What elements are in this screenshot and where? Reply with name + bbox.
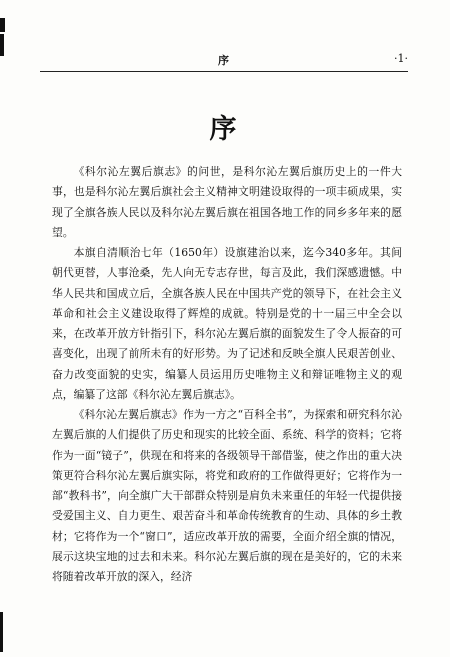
- binding-mark: [0, 34, 4, 56]
- paragraph-2: 本旗自清顺治七年（1650年）设旗建治以来，迄今340多年。其间朝代更替，人事沧桑，先人向无专志存世，每言及此，我们深感遗憾。中华人民共和国成立后，全旗各族人民在中国共产党的领导下，在社会主义革命和社会主义建设取得了辉煌的成就。特别是党的十一届三中全会以来，在改革开放方针指引下，科尔沁左翼后旗的面貌发生了令人振奋的可喜变化，出现了前所未有的好形势。为了记述和反映全旗人民艰苦创业、奋力改变面貌的史实，编纂人员运用历史唯物主义和辩证唯物主义的观点，编纂了这部《科尔沁左翼后旗志》。: [52, 246, 402, 401]
- running-header: [40, 50, 408, 70]
- binding-mark: [0, 18, 5, 32]
- paragraph-3: 《科尔沁左翼后旗志》作为一方之“百科全书”，为探索和研究科尔沁左翼后旗的人们提供了历史和现实的比较全面、系统、科学的资料；它将作为一面“镜子”，供现在和将来的各级领导干部借鉴，使之作出的重大决策更符合科尔沁左翼后旗实际，将党和政府的工作做得更好；它将作为一部“教科书”，向全旗广大干部群众特别是肩负未来重任的年轻一代提供接受爱国主义、自力更生、艰苦奋斗和革命传统教育的生动、具体的乡土教材；它将作为一个“窗口”，适应改革开放的需要，全面介绍全旗的情况，展示这块宝地的过去和未来。科尔沁左翼后旗的现在是美好的，它的未来将随着改革开放的深入，经济: [52, 408, 402, 583]
- body-text: [52, 162, 402, 587]
- binding-mark: [0, 612, 3, 652]
- paragraph-1: 《科尔沁左翼后旗志》的问世，是科尔沁左翼后旗历史上的一件大事，也是科尔沁左翼后旗社会主义精神文明建设取得的一项丰硕成果，实现了全旗各族人民以及科尔沁左翼后旗在祖国各地工作的同乡多年来的愿望。: [52, 165, 402, 239]
- page-number: ·1·: [394, 52, 408, 65]
- header-rule: [40, 71, 408, 72]
- chapter-title: 序: [209, 114, 241, 145]
- running-header-title: 序: [218, 54, 231, 67]
